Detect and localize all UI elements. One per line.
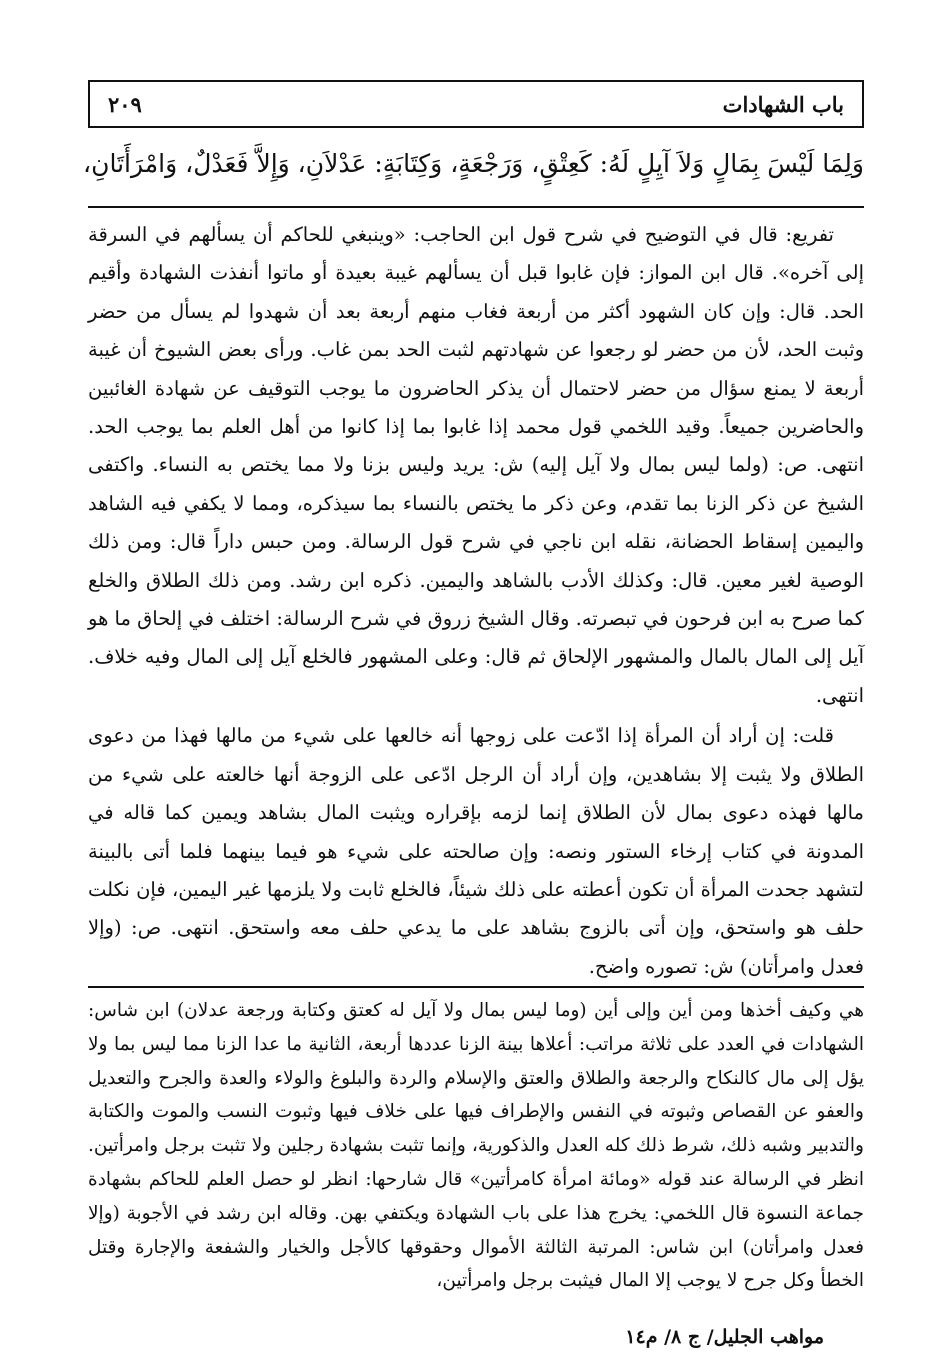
- hashiya-paragraph: هي وكيف أخذها ومن أين وإلى أين (وما ليس بمال ولا آيل له كعتق وكتابة ورجعة عدلان) ابن شاس: الشهادات في العدد على ثلاثة مراتب: أعلاها بينة الزنا عددها أربعة، الثانية ما عدا الزنا مما ليس بما ولا يؤل إلى مال كالنكاح والرجعة والطلاق والعتق والإسلام والردة والبلوغ والولاء والعدة والجرح والتعديل والعفو عن القصاص وثبوته في النفس والإطراف فيها على خلاف فيها وثبوت النسب والموت والكتابة والتدبير وشبه ذلك، شرط ذلك كله العدل والذكورية، وإنما تثبت بشهادة رجلين ولا تثبت برجل وامرأتين. انظر في الرسالة عند قوله «ومائة امرأة كامرأتين» قال شارحها: انظر لو حصل العلم للحاكم بشهادة جماعة النسوة قال اللخمي: يخرج هذا على باب الشهادة ويكتفي بهن. وقاله ابن رشد في الأجوبة (وإلا فعدل وامرأتان) ابن شاس: المرتبة الثالثة الأموال وحقوقها كالأجل والخيار والشفعة والإجارة وقتل الخطأ وكل جرح لا يوجب إلا المال فيثبت برجل وامرأتين،: [88, 1000, 864, 1292]
- divider-top: [88, 206, 864, 208]
- divider-bottom: [88, 986, 864, 988]
- sharh-paragraph-2: قلت: إن أراد أن المرأة إذا ادّعت على زوجها أنه خالعها على شيء من مالها فهذا من دعوى الطلاق ولا يثبت إلا بشاهدين، وإن أراد أن الرجل ادّعى على الزوجة أنها خالعته على شيء من مالها فهذه دعوى بمال لأن الطلاق إنما لزمه بإقراره ويثبت المال بشاهد ويمين كما قاله في المدونة في كتاب إرخاء الستور ونصه: وإن صالحته على شيء هو فيما بينهما فلما أتى بالبينة لتشهد جحدت المرأة أن تكون أعطته على ذلك شيئاً، فالخلع ثابت ولا يلزمها غير اليمين، فإن نكلت حلف هو واستحق، وإن أتى بالزوج بشاهد على ما يدعي حلف معه واستحق. انتهى. ص: (وإلا فعدل وامرأتان) ش: تصوره واضح.: [88, 724, 864, 978]
- chapter-title: باب الشهادات: [722, 91, 844, 117]
- sharh-commentary: [88, 216, 864, 986]
- page-number: ٢٠٩: [108, 91, 142, 117]
- signature-footer: مواهب الجليل/ ج ٨/ م١٤: [625, 1326, 824, 1348]
- hashiya-footnote: [88, 994, 864, 1298]
- sharh-paragraph-1: تفريع: قال في التوضيح في شرح قول ابن الحاجب: «وينبغي للحاكم أن يسألهم في السرقة إلى آخره». قال ابن المواز: فإن غابوا قبل أن يسألهم غيبة بعيدة أو ماتوا أنفذت الشهادة وأقيم الحد. قال: وإن كان الشهود أكثر من أربعة فغاب منهم أربعة بعد أن شهدوا لم يسأل من حضر وثبت الحد، لأن من حضر لو رجعوا عن شهادتهم لثبت الحد بمن غاب. ورأى بعض الشيوخ أن غيبة أربعة لا يمنع سؤال من حضر لاحتمال أن يذكر الحاضرون ما يوجب التوقيف عن شهادة الغائبين والحاضرين جميعاً. وقيد اللخمي قول محمد إذا غابوا بما إذا كانوا من أهل العلم بما يوجب الحد. انتهى. ص: (ولما ليس بمال ولا آيل إليه) ش: يريد وليس بزنا ولا مما يختص به النساء. واكتفى الشيخ عن ذكر الزنا بما تقدم، وعن ذكر ما يختص بالنساء بما سيذكره، ومما لا يكفي فيه الشاهد واليمين إسقاط الحضانة، نقله ابن ناجي في شرح قول الرسالة. ومن حبس داراً قال: ومن ذلك الوصية لغير معين. قال: وكذلك الأدب بالشاهد واليمين. ذكره ابن رشد. ومن ذلك الطلاق والخلع كما صرح به ابن فرحون في تبصرته. وقال الشيخ زروق في شرح الرسالة: اختلف في إلحاق ما هو آيل إلى المال بالمال والمشهور الإلحاق ثم قال: وعلى المشهور فالخلع آيل إلى المال وفيه خلاف. انتهى.: [88, 223, 864, 707]
- running-header: [88, 80, 864, 128]
- matn-text: وَلِمَا لَيْسَ بِمَالٍ وَلاَ آيِلٍ لَهُ: كَعِتْقٍ، وَرَجْعَةٍ، وَكِتَابَةٍ: عَدْلاَنِ، وَإِلاَّ فَعَدْلٌ، وَامْرَأَتَانِ،: [83, 149, 864, 178]
